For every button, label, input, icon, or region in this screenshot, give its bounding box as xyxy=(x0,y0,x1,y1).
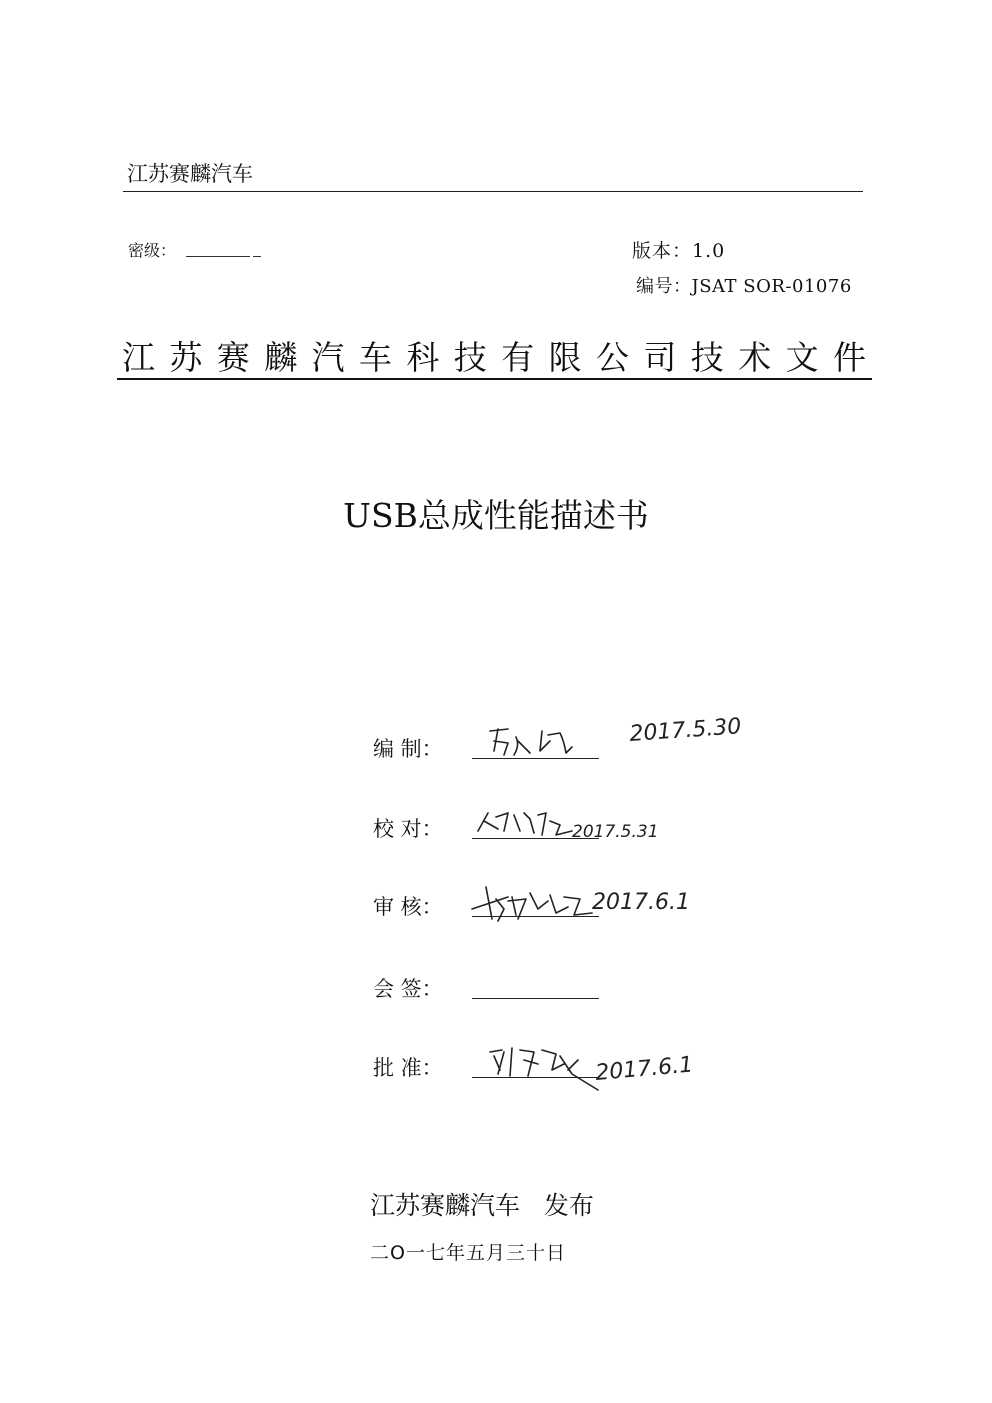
main-title: USB总成性能描述书 xyxy=(343,496,649,535)
security-level-blank-tail xyxy=(253,256,261,257)
signature-label: 审 核： xyxy=(373,895,443,919)
company-header: 江苏赛麟汽车 xyxy=(127,162,253,186)
handwritten-signature xyxy=(468,1030,768,1100)
header-rule xyxy=(123,191,863,192)
signature-label: 校 对： xyxy=(373,817,443,841)
signature-date: 2017.5.31 xyxy=(572,822,659,842)
handwritten-signature xyxy=(468,869,768,939)
signature-line xyxy=(472,998,599,999)
signature-label: 批 准： xyxy=(373,1056,443,1080)
signature-date: 2017.5.30 xyxy=(628,714,743,747)
signature-label: 编 制： xyxy=(373,737,443,761)
security-level-label: 密级： xyxy=(128,241,177,260)
publish-date: 二O一七年五月三十日 xyxy=(370,1242,566,1264)
security-level-blank xyxy=(186,256,250,257)
handwritten-signature xyxy=(468,791,768,851)
title-rule xyxy=(117,378,872,380)
version-label: 版本：1.0 xyxy=(632,240,726,262)
signature-date: 2017.6.1 xyxy=(594,1052,695,1086)
signature-label: 会 签： xyxy=(373,977,443,1001)
publisher: 江苏赛麟汽车 发布 xyxy=(370,1191,594,1220)
document-number: 编号：JSAT SOR-01076 xyxy=(636,276,852,297)
document-type-title: 江苏赛麟汽车科技有限公司技术文件 xyxy=(122,338,881,377)
signature-date: 2017.6.1 xyxy=(592,890,690,915)
handwritten-signature xyxy=(468,711,768,771)
